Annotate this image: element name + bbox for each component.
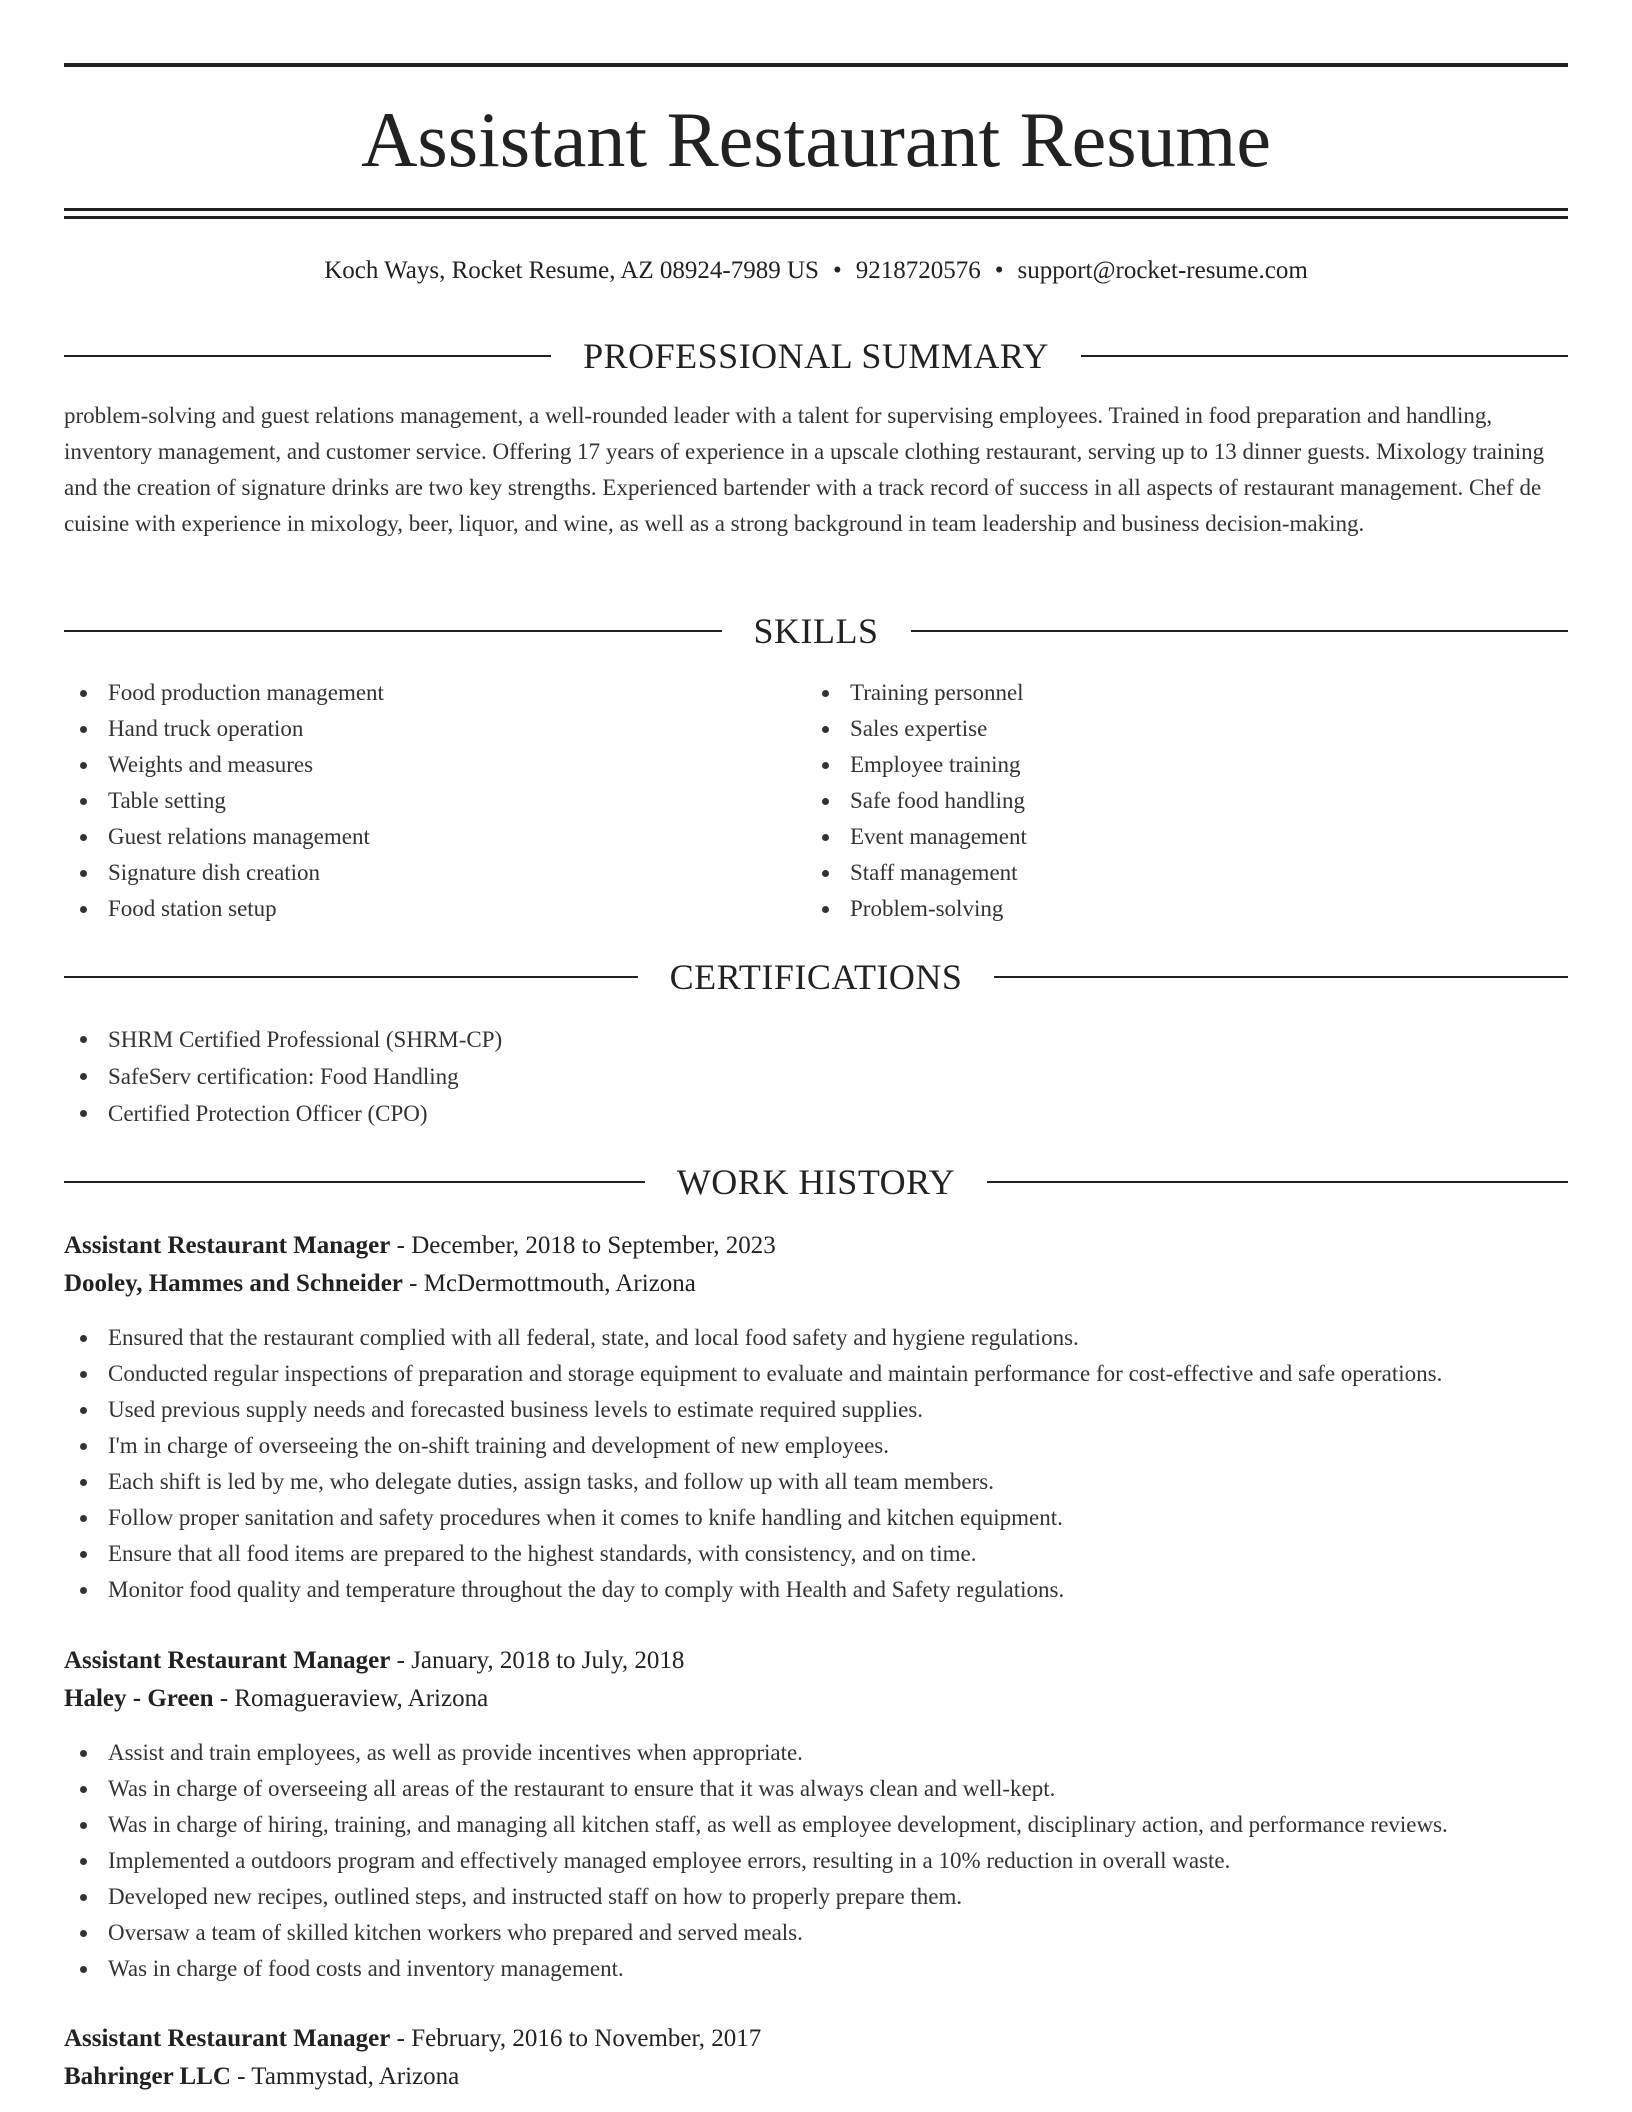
job-title-line (64, 1642, 1568, 1680)
certification-item: SafeServ certification: Food Handling (64, 1058, 1064, 1095)
job-company-line (64, 2058, 1568, 2096)
job-duty: Each shift is led by me, who delegate duties, assign tasks, and follow up with all team members. (64, 1464, 1568, 1500)
heading-rule (994, 976, 1568, 978)
skill-item: Food station setup (64, 891, 764, 927)
job-duty: Assist and train employees, as well as provide incentives when appropriate. (64, 1735, 1568, 1771)
job-company: Bahringer LLC (64, 2063, 231, 2090)
certification-item: Certified Protection Officer (CPO) (64, 1095, 1064, 1132)
title-rule-lower (64, 216, 1568, 219)
heading-rule (64, 630, 722, 632)
job-title-line (64, 1227, 1568, 1265)
section-title: CERTIFICATIONS (669, 957, 963, 997)
heading-rule (1081, 355, 1568, 357)
skill-item: Safe food handling (806, 783, 1506, 819)
top-rule (64, 63, 1568, 67)
job-title: Assistant Restaurant Manager (64, 1647, 391, 1674)
job-duty: Ensured that the restaurant complied with all federal, state, and local food safety and hygiene regulations. (64, 1320, 1568, 1356)
heading-rule (987, 1181, 1568, 1183)
skill-item: Food production management (64, 675, 764, 711)
contact-phone: 9218720576 (855, 257, 981, 284)
contact-line (64, 254, 1568, 288)
job-duty: I'm in charge of overseeing the on-shift training and development of new employees. (64, 1428, 1568, 1464)
heading-rule (911, 630, 1569, 632)
job-company: Dooley, Hammes and Schneider (64, 1270, 403, 1297)
summary-text: problem-solving and guest relations management, a well-rounded leader with a talent for supervising employees. Trained in food preparation and handling, inventory management, and customer service. Offering 17 years of experience in a upscale clothing restaurant, serving up to 13 dinner guests. Mixology training and the creation of signature drinks are two key strengths. Experienced bartender with a track record of success in all aspects of restaurant management. Chef de cuisine with experience in mixology, beer, liquor, and wine, as well as a strong background in team leadership and business decision-making. (64, 403, 1545, 536)
heading-rule (64, 976, 638, 978)
section-title: SKILLS (753, 611, 879, 651)
job-duty: Ensure that all food items are prepared to the highest standards, with consistency, and on time. (64, 1536, 1568, 1572)
job-duty: Was in charge of hiring, training, and managing all kitchen staff, as well as employee development, disciplinary action, and performance reviews. (64, 1807, 1568, 1843)
job-duty: Was in charge of food costs and inventory management. (64, 1951, 1568, 1987)
contact-separator: • (994, 257, 1004, 284)
section-title: WORK HISTORY (676, 1162, 956, 1202)
section-heading-certifications (64, 955, 1568, 999)
job-duty: Follow proper sanitation and safety procedures when it comes to knife handling and kitchen equipment. (64, 1500, 1568, 1536)
job-company-line (64, 1680, 1568, 1718)
job-dates: - February, 2016 to November, 2017 (390, 2025, 762, 2052)
section-heading-summary (64, 334, 1568, 378)
job-company: Haley - Green (64, 1685, 214, 1712)
skills-list-left (64, 675, 764, 927)
skill-item: Weights and measures (64, 747, 764, 783)
heading-rule (64, 355, 551, 357)
job-duties-list (64, 1735, 1568, 1987)
contact-email: support@rocket-resume.com (1017, 257, 1308, 284)
job-location: - Tammystad, Arizona (230, 2063, 460, 2090)
job-company-line (64, 1265, 1568, 1303)
skill-item: Employee training (806, 747, 1506, 783)
title-rule-upper (64, 208, 1568, 211)
section-heading-work-history (64, 1160, 1568, 1204)
job-dates: - January, 2018 to July, 2018 (390, 1647, 685, 1674)
page-title: Assistant Restaurant Resume (361, 96, 1271, 183)
heading-rule (64, 1181, 645, 1183)
skill-item: Problem-solving (806, 891, 1506, 927)
skills-list-right (806, 675, 1506, 927)
skill-item: Training personnel (806, 675, 1506, 711)
job-duty: Was in charge of overseeing all areas of the restaurant to ensure that it was always clean and well-kept. (64, 1771, 1568, 1807)
job-duties-list (64, 1320, 1568, 1608)
skill-item: Staff management (806, 855, 1506, 891)
section-title: PROFESSIONAL SUMMARY (583, 336, 1049, 376)
certifications-list (64, 1021, 1064, 1132)
job-duty: Monitor food quality and temperature throughout the day to comply with Health and Safety regulations. (64, 1572, 1568, 1608)
job-title-line (64, 2020, 1568, 2058)
job-duty: Oversaw a team of skilled kitchen workers who prepared and served meals. (64, 1915, 1568, 1951)
contact-address: Koch Ways, Rocket Resume, AZ 08924-7989 US (324, 257, 819, 284)
job-location: - Romagueraview, Arizona (213, 1685, 489, 1712)
skill-item: Signature dish creation (64, 855, 764, 891)
job-title: Assistant Restaurant Manager (64, 1232, 391, 1259)
job-dates: - December, 2018 to September, 2023 (390, 1232, 776, 1259)
contact-separator: • (832, 257, 842, 284)
skill-item: Guest relations management (64, 819, 764, 855)
job-duty: Conducted regular inspections of preparation and storage equipment to evaluate and maintain performance for cost-effective and safe operations. (64, 1356, 1568, 1392)
certification-item: SHRM Certified Professional (SHRM-CP) (64, 1021, 1064, 1058)
job-duty: Used previous supply needs and forecasted business levels to estimate required supplies. (64, 1392, 1568, 1428)
section-heading-skills (64, 609, 1568, 653)
skill-item: Table setting (64, 783, 764, 819)
job-duty: Implemented a outdoors program and effectively managed employee errors, resulting in a 10% reduction in overall waste. (64, 1843, 1568, 1879)
skill-item: Sales expertise (806, 711, 1506, 747)
skill-item: Event management (806, 819, 1506, 855)
skill-item: Hand truck operation (64, 711, 764, 747)
job-location: - McDermottmouth, Arizona (402, 1270, 696, 1297)
job-title: Assistant Restaurant Manager (64, 2025, 391, 2052)
job-duty: Developed new recipes, outlined steps, and instructed staff on how to properly prepare them. (64, 1879, 1568, 1915)
